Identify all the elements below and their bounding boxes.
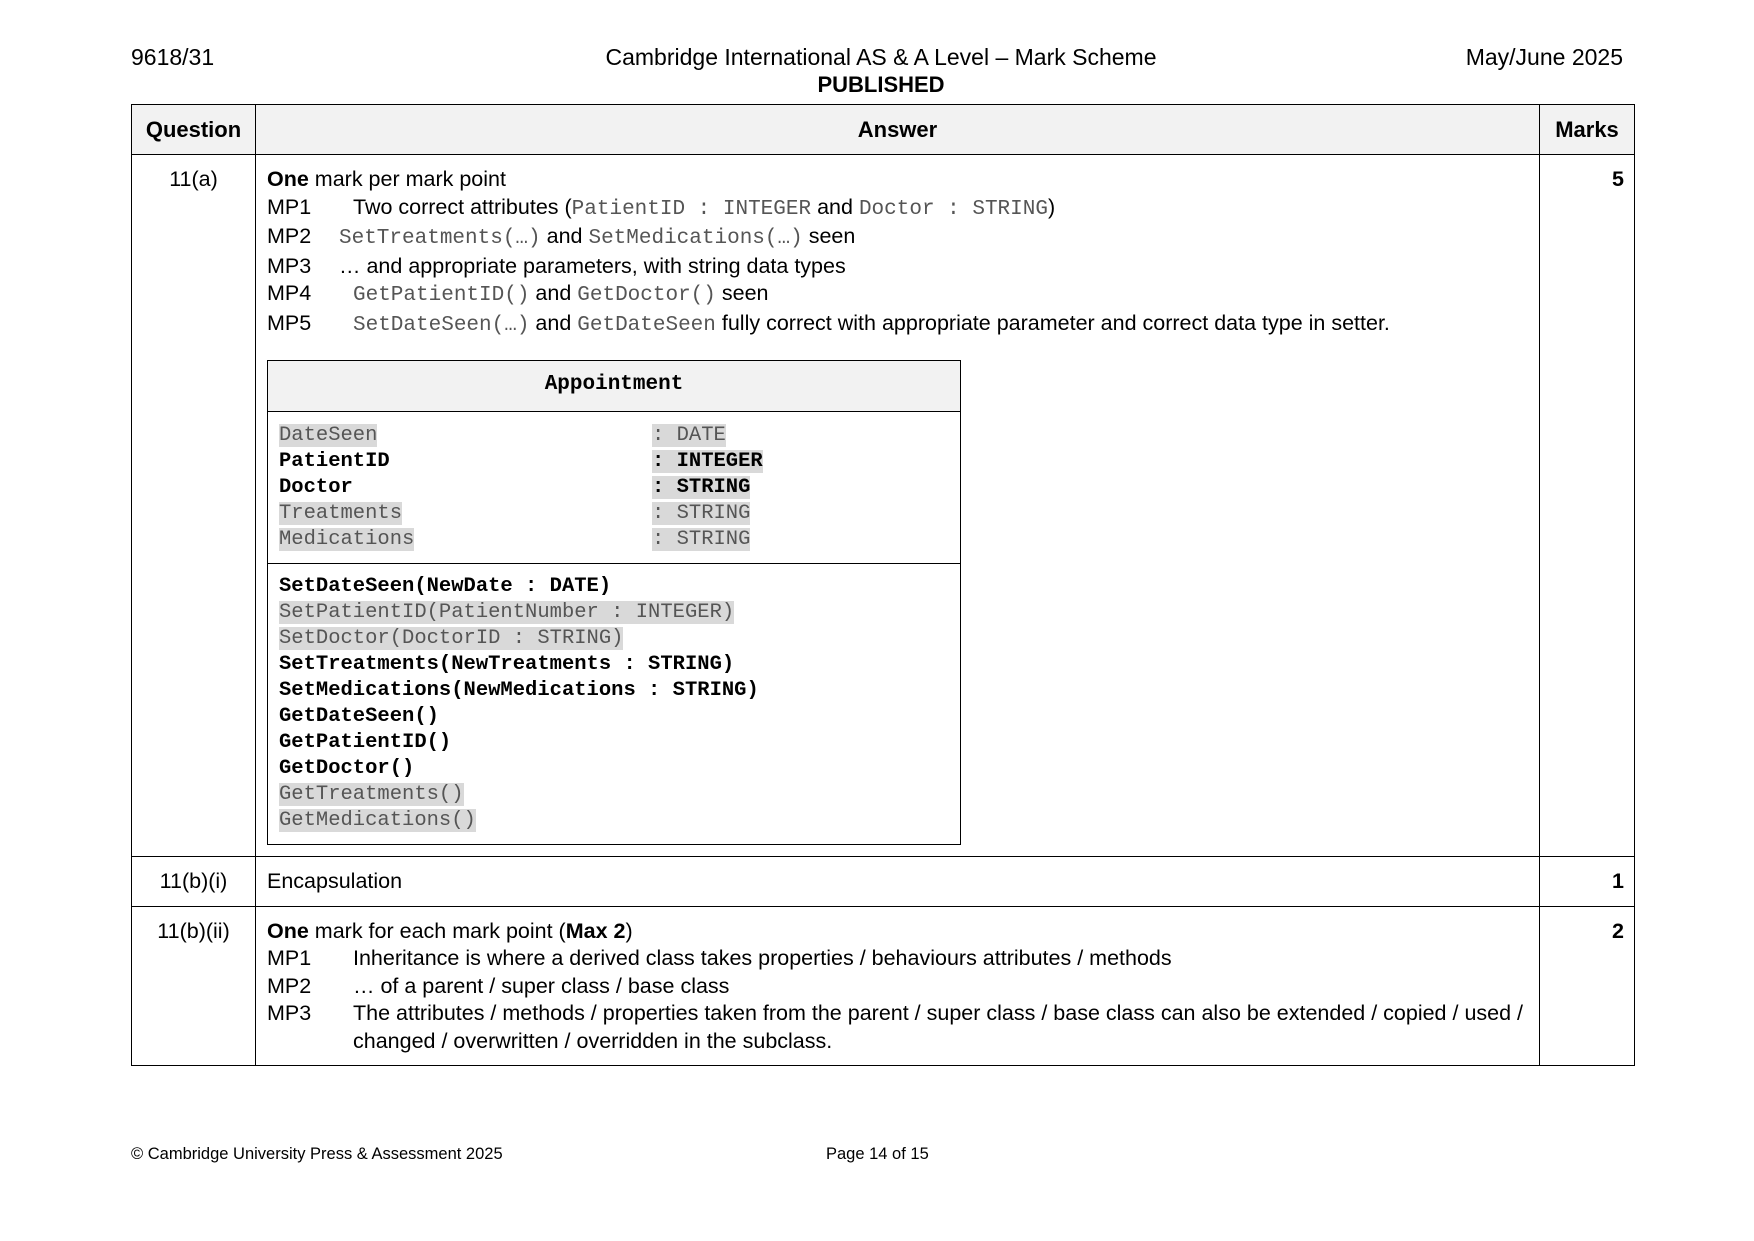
marks-column-header: Marks <box>1540 105 1635 155</box>
uml-class-name: Appointment <box>268 361 960 412</box>
uml-attribute-row <box>279 423 949 449</box>
mark-point-text: and <box>811 194 859 219</box>
mark-point-label: MP1 <box>267 946 312 970</box>
max-marks-label: Max 2 <box>565 918 626 943</box>
intro-text: mark per mark point <box>308 167 506 191</box>
uml-attribute-row <box>279 527 949 553</box>
attribute-name: DateSeen <box>279 424 378 447</box>
attribute-type: : INTEGER <box>652 450 763 473</box>
code-snippet: GetDoctor() <box>577 284 716 307</box>
mark-point-text: … and appropriate parameters, with string data types <box>339 253 846 278</box>
uml-attribute-row <box>279 501 949 527</box>
mark-point-label: MP2 <box>267 224 312 248</box>
question-number: 11(a) <box>132 155 256 857</box>
attribute-name: PatientID <box>279 450 390 473</box>
mark-point-text: and <box>529 281 578 305</box>
attribute-type: : DATE <box>652 424 726 447</box>
code-snippet: GetDateSeen <box>577 313 716 337</box>
mark-point-text: and <box>529 310 578 335</box>
code-snippet: SetDateSeen(…) <box>353 313 530 337</box>
code-snippet: SetMedications(…) <box>588 227 803 250</box>
mark-point-text: Two correct attributes ( <box>353 194 572 219</box>
mark-point-mp3 <box>267 1000 1528 1055</box>
page-number: Page 14 of 15 <box>826 1145 929 1163</box>
uml-method: SetPatientID(PatientNumber : INTEGER) <box>279 601 735 624</box>
table-row-11bi <box>132 857 1635 907</box>
answer-cell <box>256 906 1540 1066</box>
answer-cell: Encapsulation <box>256 857 1540 907</box>
uml-attribute-row <box>279 475 949 501</box>
mark-point-mp2 <box>267 973 1528 1001</box>
mark-point-text: … of a parent / super class / base class <box>353 973 730 998</box>
intro-bold: One <box>267 167 309 191</box>
code-snippet: GetPatientID() <box>353 284 530 307</box>
uml-method: GetDoctor() <box>279 757 415 780</box>
attribute-name: Medications <box>279 528 415 551</box>
mark-intro <box>267 166 1528 194</box>
question-column-header: Question <box>132 105 256 155</box>
question-number: 11(b)(i) <box>132 857 256 907</box>
marks-value: 5 <box>1540 155 1635 857</box>
mark-point-text: The attributes / methods / properties taken from the parent / super class / base class can also be extended / copied / used / changed / overwritten / overridden in the subclass. <box>353 1001 1524 1053</box>
mark-point-mp5 <box>267 310 1528 340</box>
code-snippet: SetTreatments(…) <box>339 227 541 250</box>
mark-point-mp4 <box>267 280 1528 310</box>
mark-point-text: and <box>540 224 589 248</box>
mark-point-label: MP5 <box>267 310 312 335</box>
mark-point-text: seen <box>802 224 856 248</box>
question-number: 11(b)(ii) <box>132 906 256 1066</box>
document-title-text: Cambridge International AS & A Level – Mark Scheme <box>605 44 1157 70</box>
marks-value: 2 <box>1540 906 1635 1066</box>
code-snippet: PatientID : INTEGER <box>571 197 812 221</box>
attribute-type: : STRING <box>652 476 751 499</box>
mark-point-label: MP3 <box>267 1001 312 1025</box>
code-snippet: Doctor : STRING <box>858 197 1048 221</box>
mark-point-mp2 <box>267 223 1528 253</box>
uml-method: SetDoctor(DoctorID : STRING) <box>279 627 624 650</box>
uml-method: GetDateSeen() <box>279 705 439 728</box>
mark-point-label: MP4 <box>267 281 312 305</box>
mark-point-text: seen <box>715 281 769 305</box>
uml-methods <box>268 564 960 844</box>
table-row-11bii <box>132 906 1635 1066</box>
table-row-11a <box>132 155 1635 857</box>
mark-intro <box>267 918 1528 946</box>
mark-point-text: fully correct with appropriate parameter and correct data type in setter. <box>715 310 1390 335</box>
intro-text: mark for each mark point ( <box>308 918 566 943</box>
marks-value: 1 <box>1540 857 1635 907</box>
attribute-name: Doctor <box>279 476 353 499</box>
uml-method: GetTreatments() <box>279 783 464 806</box>
mark-point-label: MP3 <box>267 253 312 278</box>
uml-method: GetMedications() <box>279 809 476 832</box>
attribute-type: : STRING <box>652 502 751 525</box>
uml-attributes <box>268 412 960 564</box>
uml-method: SetMedications(NewMedications : STRING) <box>279 679 759 702</box>
mark-point-mp1 <box>267 945 1528 973</box>
uml-method: SetTreatments(NewTreatments : STRING) <box>279 653 735 676</box>
uml-method: GetPatientID() <box>279 731 452 754</box>
mark-point-mp1 <box>267 194 1528 224</box>
answer-column-header: Answer <box>256 105 1540 155</box>
attribute-name: Treatments <box>279 502 403 525</box>
answer-cell <box>256 155 1540 857</box>
intro-bold: One <box>267 918 309 943</box>
table-header-row <box>132 105 1635 155</box>
mark-point-text: Inheritance is where a derived class takes properties / behaviours attributes / methods <box>353 946 1172 970</box>
uml-class-diagram <box>267 360 961 845</box>
attribute-type: : STRING <box>652 528 751 551</box>
paper-code: 9618/31 <box>131 44 215 70</box>
uml-attribute-row <box>279 449 949 475</box>
mark-point-label: MP2 <box>267 973 312 998</box>
intro-text: ) <box>625 918 633 943</box>
mark-point-mp3 <box>267 253 1528 281</box>
exam-session: May/June 2025 <box>1465 44 1623 70</box>
mark-point-text: ) <box>1047 194 1056 219</box>
published-label: PUBLISHED <box>817 72 945 97</box>
copyright-notice: © Cambridge University Press & Assessment 2025 <box>131 1145 503 1163</box>
mark-point-label: MP1 <box>267 194 312 219</box>
mark-scheme-table <box>131 104 1635 1066</box>
uml-method: SetDateSeen(NewDate : DATE) <box>279 575 612 598</box>
